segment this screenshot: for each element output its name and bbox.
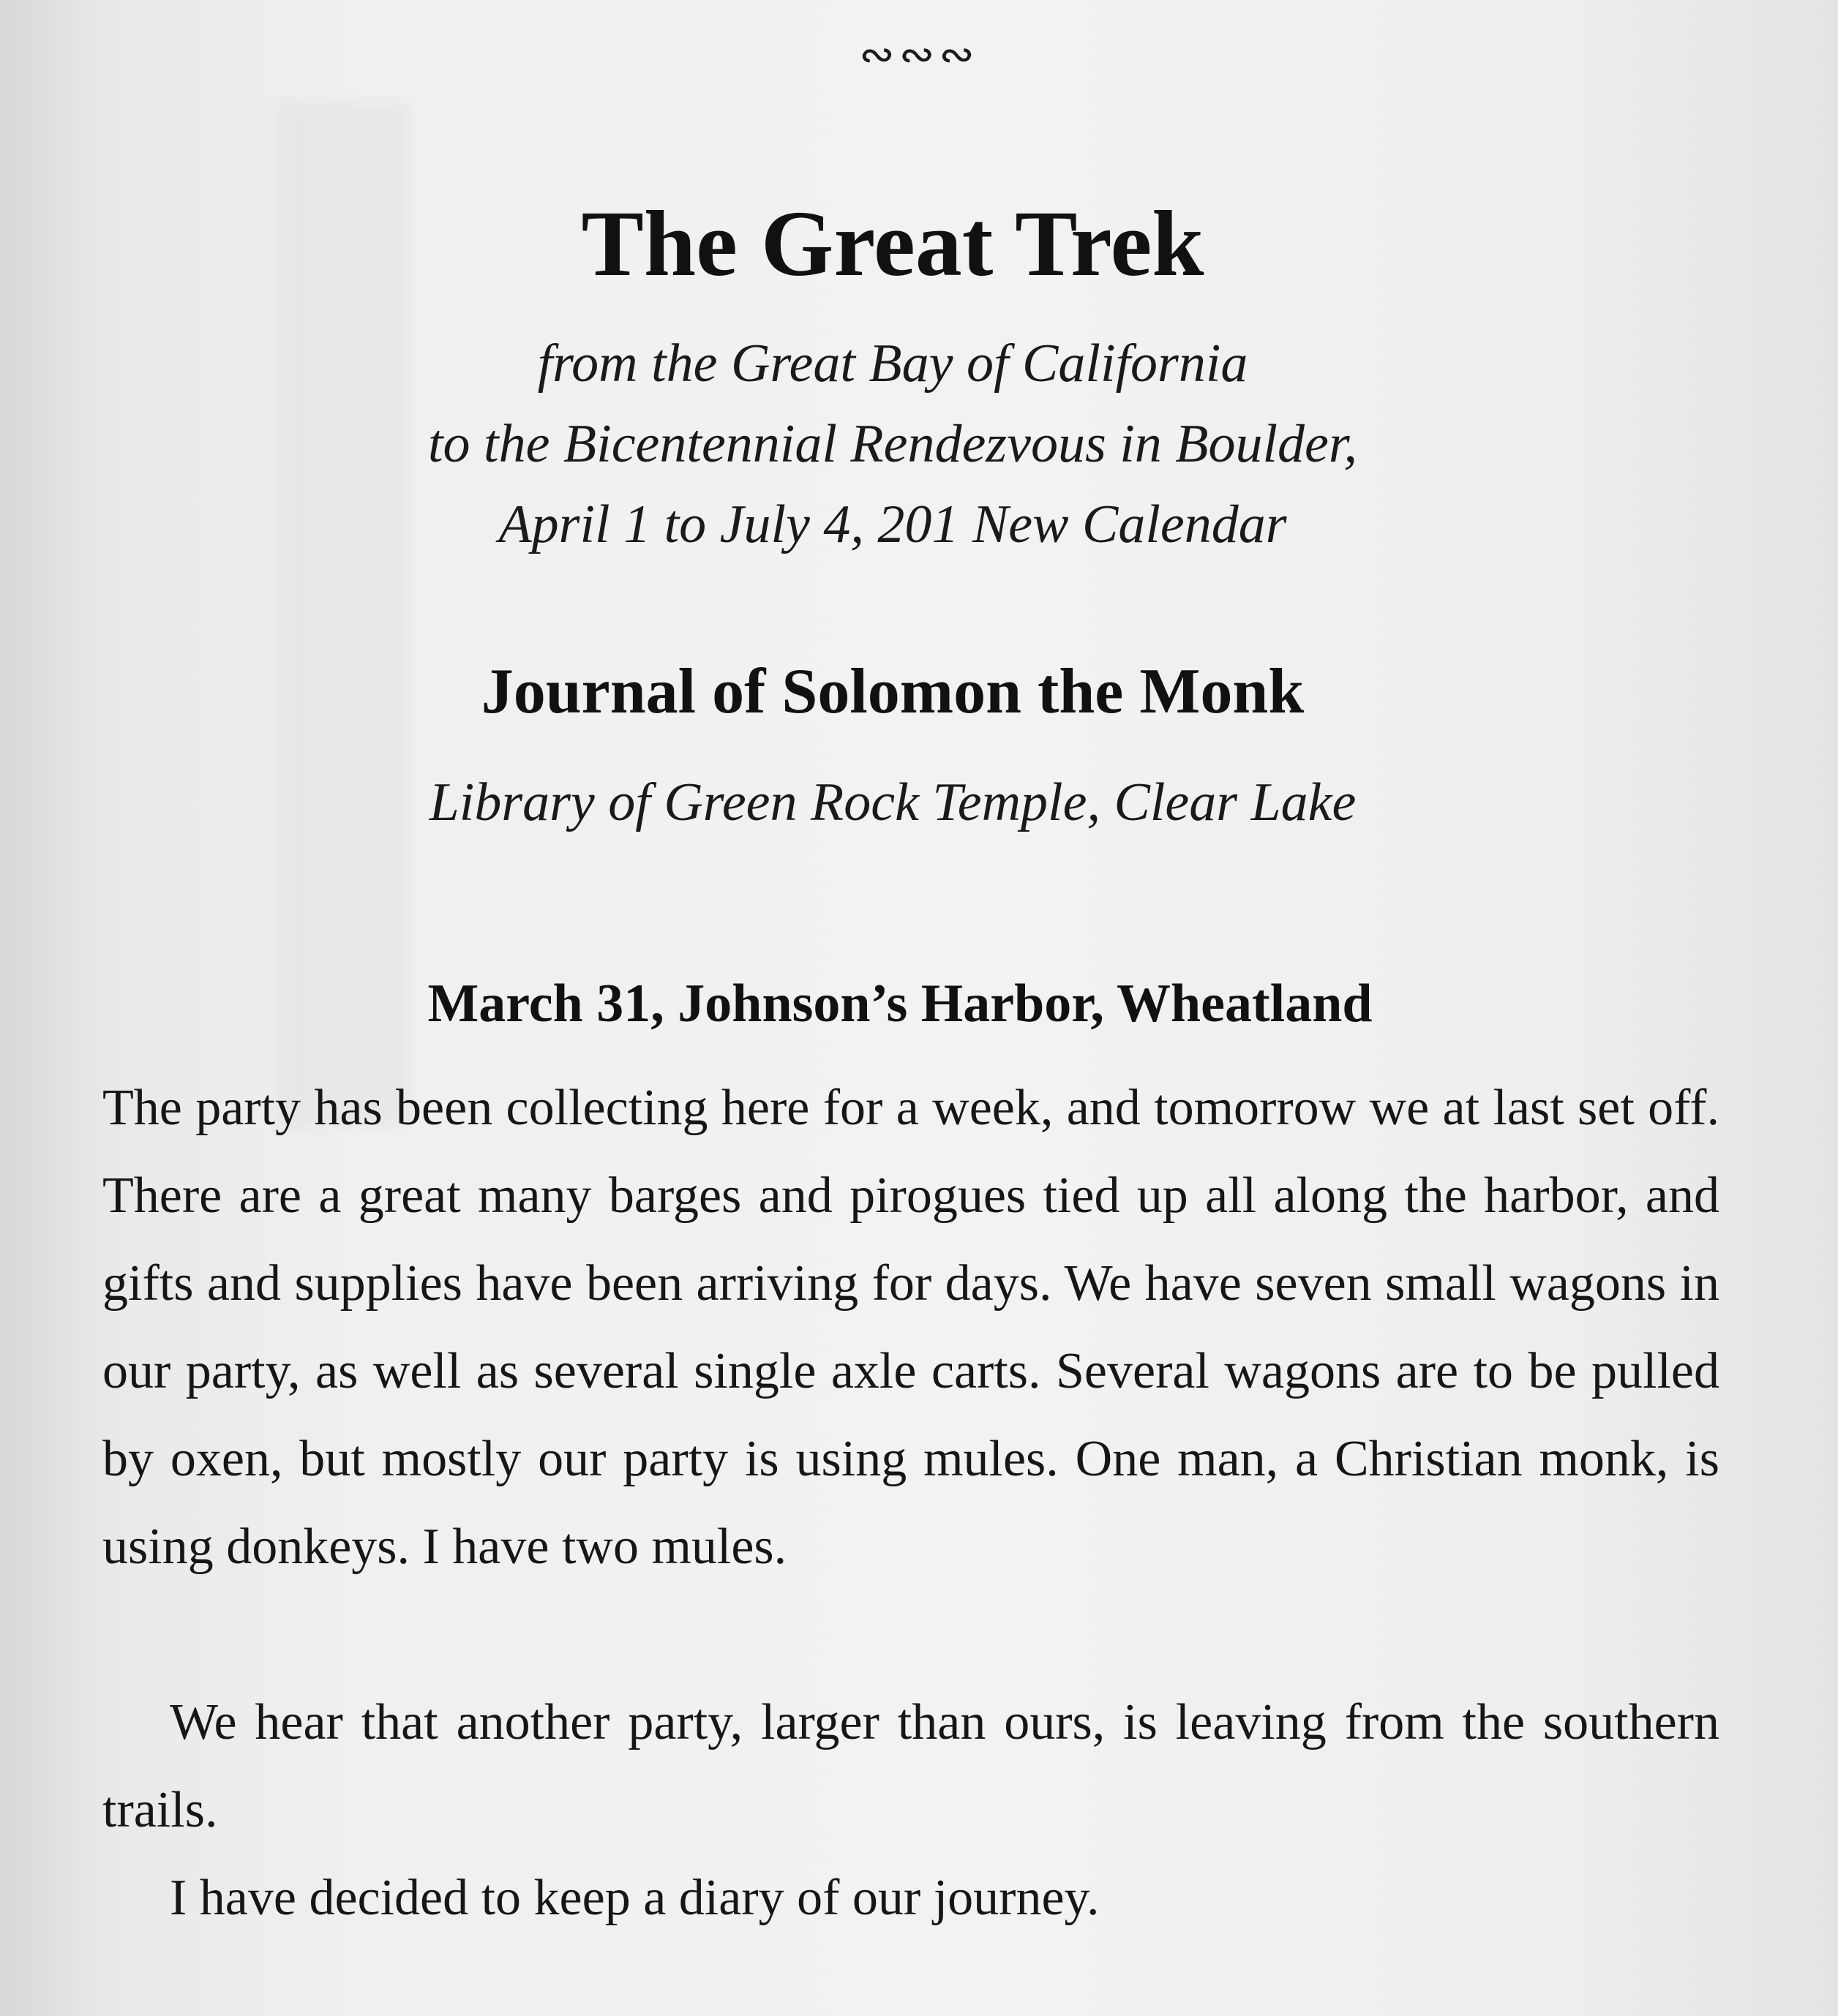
book-title: The Great Trek bbox=[581, 192, 1204, 296]
journal-title: Journal of Solomon the Monk bbox=[481, 656, 1305, 727]
ornament-flourish: ∾∾∾ bbox=[859, 29, 979, 79]
subtitle-line-1: from the Great Bay of California bbox=[537, 334, 1248, 394]
subtitle-line-3: April 1 to July 4, 201 New Calendar bbox=[498, 494, 1287, 554]
entry-paragraph-2: We hear that another party, larger than ours, is leaving from the southern trails. bbox=[102, 1694, 1719, 1838]
journal-source: Library of Green Rock Temple, Clear Lake bbox=[429, 772, 1357, 832]
entry-paragraph-3: I have decided to keep a diary of our journey. bbox=[170, 1870, 1100, 1926]
entry-paragraph-1: The party has been collecting here for a week, and tomorrow we at last set off. There are a great many barges and pirogues tied up all along the harbor, and gifts and supplies have been arriving for days. We have seven small wagons in our party, as well as several single axle carts. Several wagons are to be pulled by oxen, but mostly our party is using mules. One man, a Christian monk, is using donkeys. I have two mules. bbox=[102, 1080, 1719, 1575]
entry-heading: March 31, Johnson’s Harbor, Wheatland bbox=[427, 974, 1373, 1034]
subtitle-line-2: to the Bicentennial Rendezvous in Boulder, bbox=[427, 414, 1358, 474]
